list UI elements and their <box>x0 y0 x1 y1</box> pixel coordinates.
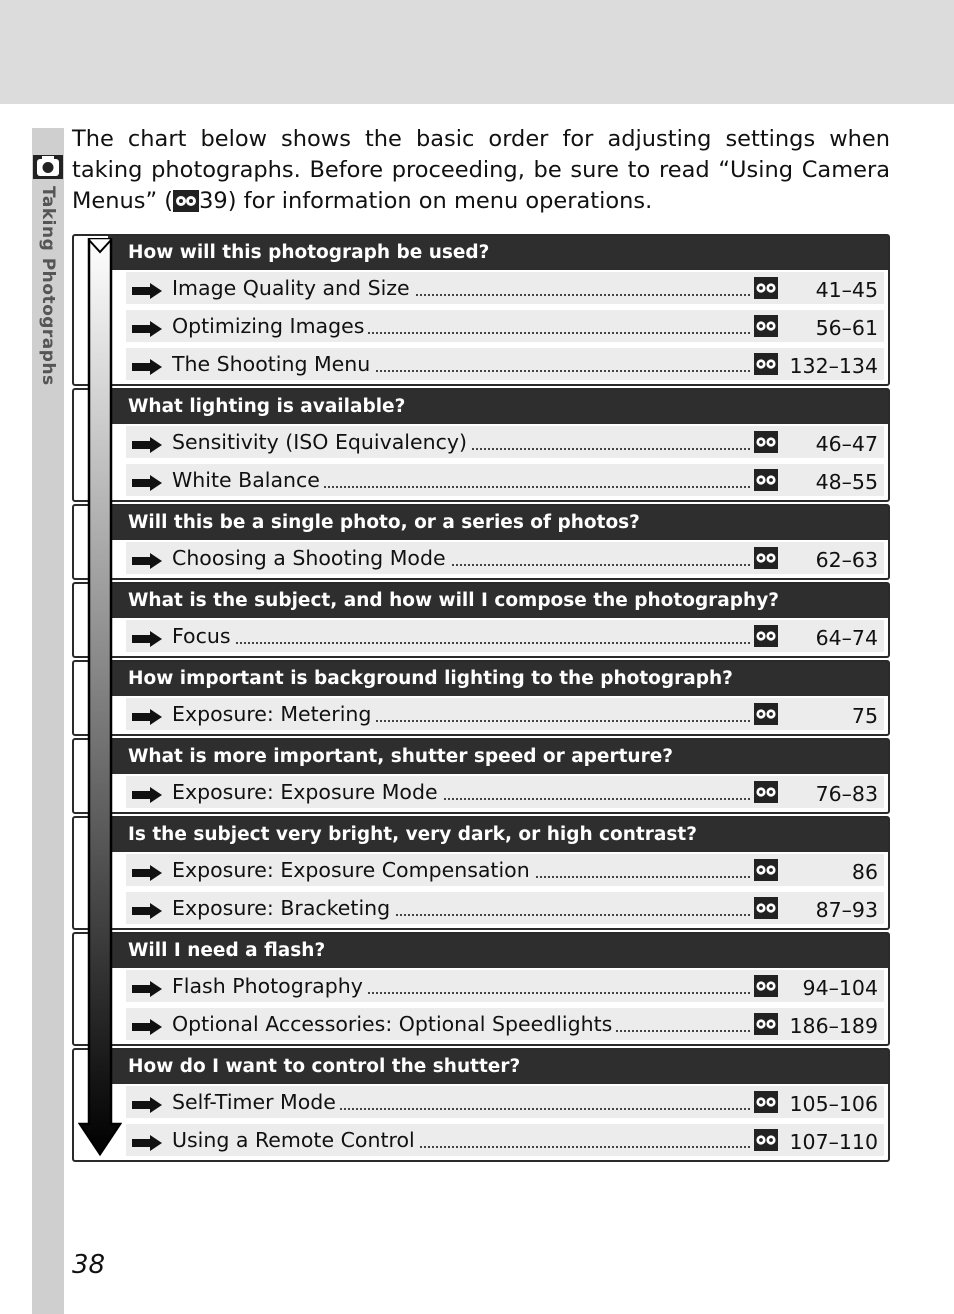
section-question: Will I need a flash? <box>108 934 888 968</box>
setting-row <box>126 776 884 808</box>
section-question: What is the subject, and how will I compose the photography? <box>108 584 888 618</box>
setting-row <box>126 272 884 304</box>
setting-row <box>126 426 884 458</box>
setting-row <box>126 1086 884 1118</box>
section-question: Will this be a single photo, or a series of photos? <box>108 506 888 540</box>
page-reference-icon <box>754 547 778 569</box>
arrow-bullet-icon <box>130 978 164 994</box>
arrow-bullet-icon <box>130 1094 164 1110</box>
setting-label-text: Self-Timer Mode <box>172 1090 340 1114</box>
section-question: Is the subject very bright, very dark, or high contrast? <box>108 818 888 852</box>
page-reference-icon <box>754 431 778 453</box>
arrow-bullet-icon <box>130 628 164 644</box>
setting-label-text: Exposure: Exposure Mode <box>172 780 442 804</box>
page-range: 41–45 <box>815 278 878 302</box>
setting-label-text: Choosing a Shooting Mode <box>172 546 450 570</box>
page-range: 76–83 <box>815 782 878 806</box>
section-question: How will this photograph be used? <box>108 236 888 270</box>
page-range: 64–74 <box>815 626 878 650</box>
flow-section <box>72 738 890 814</box>
flow-section <box>72 582 890 658</box>
arrow-bullet-icon <box>130 550 164 566</box>
page-reference-icon <box>754 353 778 375</box>
setting-label <box>172 464 750 496</box>
setting-label-text: White Balance <box>172 468 324 492</box>
intro-paragraph <box>72 124 890 217</box>
arrow-bullet-icon <box>130 900 164 916</box>
setting-row <box>126 1124 884 1156</box>
flow-section <box>72 932 890 1046</box>
setting-label-text: Using a Remote Control <box>172 1128 419 1152</box>
page-number: 38 <box>72 1250 106 1280</box>
arrow-bullet-icon <box>130 280 164 296</box>
page-reference-icon <box>754 781 778 803</box>
page-reference-icon <box>173 190 199 212</box>
page-range: 86 <box>851 860 878 884</box>
setting-label <box>172 698 750 730</box>
flow-section <box>72 1048 890 1162</box>
page-reference-icon <box>754 859 778 881</box>
page-range: 107–110 <box>789 1130 878 1154</box>
intro-page-ref: 39 <box>199 188 228 214</box>
page-range: 75 <box>851 704 878 728</box>
setting-label-text: Exposure: Metering <box>172 702 375 726</box>
page-range: 46–47 <box>815 432 878 456</box>
setting-label <box>172 854 750 886</box>
page-range: 87–93 <box>815 898 878 922</box>
page-range: 62–63 <box>815 548 878 572</box>
setting-label <box>172 542 750 574</box>
setting-label-text: Flash Photography <box>172 974 367 998</box>
page-reference-icon <box>754 975 778 997</box>
section-question: What lighting is available? <box>108 390 888 424</box>
page-range: 105–106 <box>789 1092 878 1116</box>
setting-label <box>172 620 750 652</box>
setting-row <box>126 1008 884 1040</box>
setting-row <box>126 892 884 924</box>
page-reference-icon <box>754 1129 778 1151</box>
setting-row <box>126 348 884 380</box>
arrow-bullet-icon <box>130 472 164 488</box>
arrow-bullet-icon <box>130 784 164 800</box>
page-range: 48–55 <box>815 470 878 494</box>
arrow-bullet-icon <box>130 1016 164 1032</box>
header-band <box>0 0 954 104</box>
page-reference-icon <box>754 897 778 919</box>
setting-label-text: Sensitivity (ISO Equivalency) <box>172 430 471 454</box>
arrow-bullet-icon <box>130 356 164 372</box>
section-question: What is more important, shutter speed or aperture? <box>108 740 888 774</box>
page-reference-icon <box>754 315 778 337</box>
setting-row <box>126 854 884 886</box>
intro-text: The chart below shows the basic order for adjusting settings when taking photographs. Before proceeding, be sure to read “Using Camera Menus” ( <box>72 126 890 214</box>
setting-row <box>126 970 884 1002</box>
arrow-bullet-icon <box>130 862 164 878</box>
setting-label <box>172 1124 750 1156</box>
setting-row <box>126 620 884 652</box>
setting-label <box>172 426 750 458</box>
setting-label-text: Exposure: Bracketing <box>172 896 394 920</box>
setting-row <box>126 542 884 574</box>
page-range: 186–189 <box>789 1014 878 1038</box>
section-tab-label: Taking Photographs <box>38 186 58 386</box>
flow-section <box>72 816 890 930</box>
setting-label-text: The Shooting Menu <box>172 352 374 376</box>
flow-section <box>72 234 890 386</box>
camera-icon <box>33 150 63 180</box>
section-question: How do I want to control the shutter? <box>108 1050 888 1084</box>
setting-label-text: Optimizing Images <box>172 314 368 338</box>
arrow-bullet-icon <box>130 706 164 722</box>
leader-dots <box>172 642 750 644</box>
flow-section <box>72 660 890 736</box>
flow-section <box>72 388 890 502</box>
flow-arrow-icon <box>78 238 122 1158</box>
setting-label <box>172 892 750 924</box>
page-reference-icon <box>754 1013 778 1035</box>
intro-text-end: ) for information on menu operations. <box>227 188 653 214</box>
setting-label <box>172 272 750 304</box>
page-reference-icon <box>754 469 778 491</box>
page-range: 94–104 <box>802 976 878 1000</box>
setting-label <box>172 1086 750 1118</box>
setting-label <box>172 970 750 1002</box>
flow-section <box>72 504 890 580</box>
page-reference-icon <box>754 625 778 647</box>
arrow-bullet-icon <box>130 318 164 334</box>
setting-label <box>172 1008 750 1040</box>
page-reference-icon <box>754 1091 778 1113</box>
setting-label <box>172 310 750 342</box>
setting-label <box>172 776 750 808</box>
arrow-bullet-icon <box>130 1132 164 1148</box>
setting-label-text: Optional Accessories: Optional Speedlights <box>172 1012 616 1036</box>
arrow-bullet-icon <box>130 434 164 450</box>
setting-label-text: Image Quality and Size <box>172 276 414 300</box>
setting-row <box>126 464 884 496</box>
page-reference-icon <box>754 703 778 725</box>
setting-label-text: Focus <box>172 624 235 648</box>
setting-label-text: Exposure: Exposure Compensation <box>172 858 534 882</box>
setting-label <box>172 348 750 380</box>
page-range: 132–134 <box>789 354 878 378</box>
setting-row <box>126 310 884 342</box>
page-reference-icon <box>754 277 778 299</box>
setting-row <box>126 698 884 730</box>
page-range: 56–61 <box>815 316 878 340</box>
section-question: How important is background lighting to the photograph? <box>108 662 888 696</box>
